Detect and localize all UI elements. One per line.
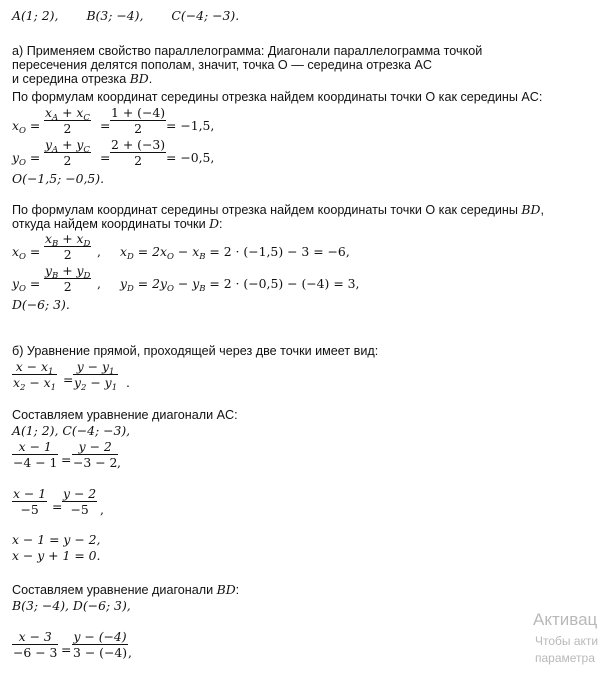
xo-eq2: = xyxy=(100,118,111,133)
xo2-frac: $x_B + x_D$ 2 xyxy=(45,231,91,262)
bd-intro-1: По формулам координат середины отрезка найдем координаты точки O как середины BD, xyxy=(12,202,544,217)
general-frac-2: $y - y_1$ $y_2 - y_1$ xyxy=(74,359,118,393)
ac-eq2-frac-2: y − 2 −5 xyxy=(63,486,97,517)
bd-points: B(3; −4), D(−6; 3), xyxy=(12,598,131,613)
yo2-frac: $y_B + y_D$ 2 xyxy=(45,263,91,294)
point-a: A(1; 2), xyxy=(12,8,59,23)
d-point: D(−6; 3). xyxy=(12,297,70,312)
ac-eq1-frac-1: x − 1 −4 − 1 xyxy=(13,439,58,470)
ac-eq1-frac-2: y − 2 −3 − 2 xyxy=(73,439,118,470)
ac-points: A(1; 2), C(−4; −3), xyxy=(12,423,131,438)
yo2-lhs: $y_O$ = xyxy=(12,276,41,294)
formula-intro: По формулам координат середины отрезка найдем координаты точки O как середины AC: xyxy=(12,90,543,104)
ac-eq4: x − y + 1 = 0. xyxy=(12,548,101,563)
points-line xyxy=(12,9,239,23)
point-c: C(−4; −3). xyxy=(171,8,240,23)
part-a-intro-1: а) Применяем свойство параллелограмма: Диагонали параллелограмма точкой xyxy=(12,44,483,58)
ac-eq1-eq: = xyxy=(61,452,72,467)
xo-result: = −1,5, xyxy=(166,118,215,133)
xo-frac-1: $x_A + x_C$ 2 xyxy=(45,105,90,136)
yo2-tail: , xyxy=(97,276,101,291)
part-a-intro-2: пересечения делятся пополам, значит, точка O — середина отрезка AC xyxy=(12,58,432,72)
bd-eq1-frac-1: x − 3 −6 − 3 xyxy=(13,629,58,660)
part-a-intro-3: и середина отрезка BD. xyxy=(12,71,153,86)
bd-eq1-tail: , xyxy=(128,645,132,660)
ac-eq2-eq: = xyxy=(52,499,63,514)
yo-frac-2: 2 + (−3) 2 xyxy=(111,137,166,168)
xo2-lhs: $x_O$ = xyxy=(12,244,41,262)
bd-title: Составляем уравнение диагонали BD: xyxy=(12,582,240,597)
part-b-title: б) Уравнение прямой, проходящей через две точки имеет вид: xyxy=(12,344,379,358)
ac-eq3: x − 1 = y − 2, xyxy=(12,532,101,547)
point-b: B(3; −4), xyxy=(86,8,144,23)
yd-calc: $y_D = 2y_O - y_B = 2 \cdot (-0,5) - (-4) = 3$, xyxy=(120,276,360,294)
general-frac-1: $x - x_1$ $x_2 - x_1$ xyxy=(13,359,57,393)
ac-title: Составляем уравнение диагонали AC: xyxy=(12,408,238,422)
xo-frac-2: 1 + (−4) 2 xyxy=(111,105,166,136)
watermark-line-1: Активац xyxy=(533,610,598,629)
yo-eq2: = xyxy=(100,150,111,165)
bd-eq1-eq: = xyxy=(61,642,72,657)
general-tail: . xyxy=(126,375,130,390)
o-point: O(−1,5; −0,5). xyxy=(12,171,105,186)
bd-eq1-frac-2: y − (−4) 3 − (−4) xyxy=(73,629,128,660)
xo2-tail: , xyxy=(97,244,101,259)
watermark-line-3: параметра xyxy=(535,651,595,665)
ac-eq2-tail: , xyxy=(100,502,104,517)
bd-intro-2: откуда найдем координаты точки D: xyxy=(12,216,223,231)
xd-calc: $x_D = 2x_O - x_B = 2 \cdot (-1,5) - 3 = -6$, xyxy=(120,244,350,262)
ac-eq1-tail: , xyxy=(117,455,121,470)
watermark-line-2: Чтобы акти xyxy=(535,634,599,648)
yo-result: = −0,5, xyxy=(166,150,215,165)
yo-frac-1: $y_A + y_C$ 2 xyxy=(45,137,90,168)
ac-eq2-frac-1: x − 1 −5 xyxy=(13,486,47,517)
yo-lhs: $y_O$ = xyxy=(12,150,41,168)
xo-lhs: $x_O$ = xyxy=(12,118,41,136)
general-eq: = xyxy=(63,372,74,387)
